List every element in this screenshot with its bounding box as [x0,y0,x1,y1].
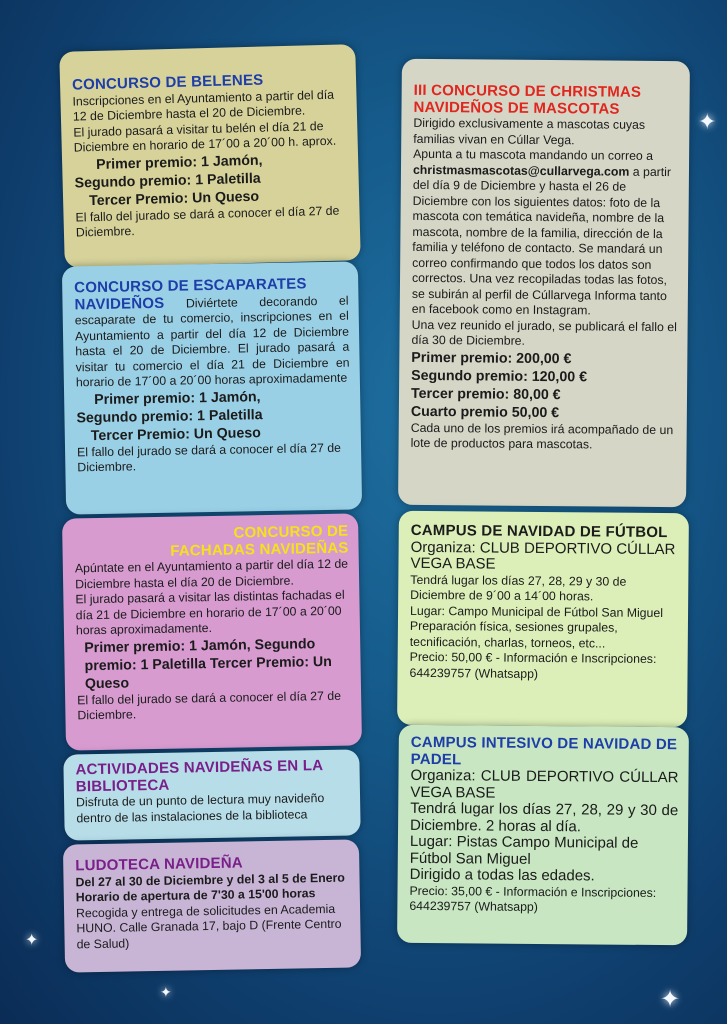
card-title: ACTIVIDADES NAVIDEÑAS EN LA BIBLIOTECA [75,757,323,795]
paragraph: Tendrá lugar los días 27, 28, 29 y 30 de Diciembre. 2 horas al día. [410,799,679,835]
paragraph: Preparación física, sesiones grupales, tecnificación, charlas, torneos, etc... [409,618,618,651]
prize-line: Tercer premio: 80,00 € [410,385,561,403]
paragraph: Una vez reunido el jurado, se publicará el fallo el día 30 de Diciembre. [411,317,677,348]
paragraph: Dirigido a todas las edades. [409,865,595,885]
prize-line: Primer premio: 1 Jamón, Segundo premio: 1 Paletilla Tercer Premio: Un Queso [84,635,332,692]
paragraph-text: a partir del día 9 de Diciembre y hasta el 26 de Diciembre con los siguientes datos: foto de la mascota con temática navideña, nombre de la mascota, nombre de la familia, dirección de la familia y teléfono de contacto. Se mandará un correo confirmando que todos los datos son correctos. Una vez recopiladas todas las fotos, se subirán al perfil de Cúllarvega Informa tanto en facebook como en Instagram. [411,164,672,318]
prize-line: Primer premio: 1 Jamón, [95,152,263,173]
card-fachadas [62,513,362,750]
card-title: CONCURSO DE ESCAPARATES [74,275,307,297]
paragraph: El fallo del jurado se dará a conocer el día 27 de Diciembre. [76,440,342,475]
organizer-text: Organiza: CLUB DEPORTIVO CÚLLAR VEGA BASE [410,766,679,802]
paragraph: Del 27 al 30 de Diciembre y del 3 al 5 de Enero [75,870,345,889]
paragraph: Tendrá lugar los días 27, 28, 29 y 30 de Diciembre de 9´00 a 14´00 horas. [410,572,627,604]
star-icon: ✦ [660,985,681,1013]
card-ludoteca [63,839,361,972]
card-title: NAVIDEÑOS DE MASCOTAS [413,98,620,118]
card-mascotas [398,59,690,507]
paragraph: Disfruta de un punto de lectura muy navideño dentro de las instalaciones de la biblioteca [75,791,325,825]
paragraph: Precio: 50,00 € - Información e Inscripciones: 644239757 (Whatsapp) [409,649,657,681]
paragraph: Recogida y entrega de solicitudes en Academia HUNO. Calle Granada 17, bajo D (Frente Centro de Salud) [75,901,342,951]
prize-line: Segundo premio: 1 Paletilla [76,406,263,426]
prize-line: Primer premio: 1 Jamón, [94,388,261,408]
paragraph: Cada uno de los premios irá acompañado de un lote de productos para mascotas. [410,420,674,452]
card-title: CONCURSO DE BELENES [71,71,264,94]
paragraph: Horario de apertura de 7'30 a 15'00 horas [75,886,316,905]
paragraph: Apúntate en el Ayuntamiento a partir del día 12 de Diciembre hasta el día 20 de Diciembre. [74,556,349,591]
star-icon: ✦ [698,110,717,135]
card-escaparates [62,261,362,514]
star-icon: ✦ [25,930,39,949]
card-futbol [397,511,689,728]
prize-line: Tercer Premio: Un Queso [90,424,261,444]
paragraph: El fallo del jurado se dará a conocer el día 27 de Diciembre. [77,688,342,723]
card-title: III CONCURSO DE CHRISTMAS [413,81,642,101]
card-title: CAMPUS DE NAVIDAD DE FÚTBOL [410,521,668,542]
card-title-part: NAVIDEÑOS [74,294,165,313]
prize-line: Segundo premio: 120,00 € [411,367,588,385]
prize-line: Tercer Premio: Un Queso [88,188,260,209]
card-belenes [59,44,361,268]
paragraph: Dirigido exclusivamente a mascotas cuyas familias vivan en Cúllar Vega. [413,115,646,147]
card-title: FACHADAS NAVIDEÑAS [170,539,349,560]
paragraph: Lugar: Pistas Campo Municipal de Fútbol San Miguel [409,832,639,868]
card-title: CAMPUS INTESIVO DE NAVIDAD DE PADEL [410,733,678,768]
paragraph: El fallo del jurado se dará a conocer el día 27 de Diciembre. [75,203,340,240]
paragraph: El jurado pasará a visitar tu belén el día 21 de Diciembre en horario de 17´00 a 20´00 h. aprox. [73,118,337,155]
organizer-text: Organiza: CLUB DEPORTIVO CÚLLAR VEGA BASE [410,538,676,573]
prize-line: Cuarto premio 50,00 € [410,403,560,421]
paragraph [74,292,350,391]
card-title: CONCURSO DE [233,522,349,542]
paragraph: Precio: 35,00 € - Información e Inscripciones: 644239757 (Whatsapp) [409,883,657,914]
email-text: christmasmascotas@cullarvega.com [412,162,630,179]
card-title: LUDOTECA NAVIDEÑA [75,854,243,875]
card-padel [397,725,689,946]
prize-line: Segundo premio: 1 Paletilla [74,170,261,192]
prize-line: Primer premio: 200,00 € [411,349,572,367]
star-icon: ✦ [160,985,172,1001]
paragraph: Inscripciones en el Ayuntamiento a partir del día 12 de Diciembre hasta el 20 de Diciembre. [72,87,335,124]
paragraph-text: Diviértete decorando el escaparate de tu comercio, inscripciones en el Ayuntamiento a partir del día 12 de Diciembre hasta el 20 de Diciembre. El jurado pasará a visitar tu comercio el día 21 de Diciembre en horario de 17´00 a 20´00 horas aproximadamente [74,293,350,390]
paragraph-text: Apunta a tu mascota mandando un correo a [413,146,654,163]
paragraph: Lugar: Campo Municipal de Fútbol San Miguel [410,603,664,620]
card-biblioteca [63,749,360,840]
paragraph: El jurado pasará a visitar las distintas fachadas el día 21 de Diciembre en horario de 17´00 a 20´00 horas aproximadamente. [75,587,345,638]
paragraph [412,147,679,320]
